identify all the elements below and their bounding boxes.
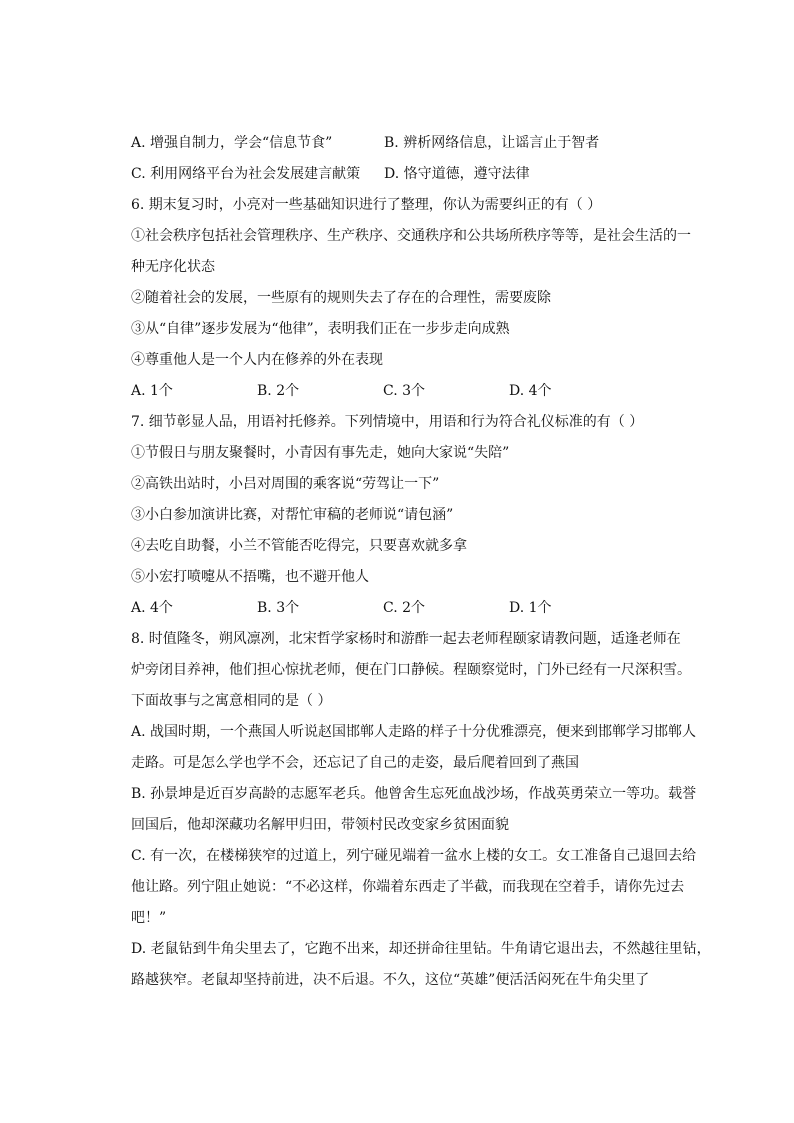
q5-option-d: D. 恪守道德，遵守法律 — [384, 166, 530, 182]
document-content — [131, 128, 711, 996]
q6-item-1-cont: 种无序化状态 — [131, 259, 215, 275]
q6-item-2: ②随着社会的发展，一些原有的规则失去了存在的合理性，需要废除 — [131, 290, 551, 306]
q6-item-4: ④尊重他人是一个人内在修养的外在表现 — [131, 352, 383, 368]
q7-item-3: ③小白参加演讲比赛，对帮忙审稿的老师说“请包涵” — [131, 507, 454, 523]
q6-stem: 6. 期末复习时，小亮对一些基础知识进行了整理，你认为需要纠正的有（ ） — [131, 197, 602, 213]
q6-item-1: ①社会秩序包括社会管理秩序、生产秩序、交通秩序和公共场所秩序等等，是社会生活的一 — [131, 228, 691, 244]
q8-option-c-line-3: 吧！” — [131, 910, 167, 926]
q7-option-b: B. 3个 — [257, 600, 300, 616]
q6-item-3: ③从“自律”逐步发展为“他律”，表明我们正在一步步走向成熟 — [131, 321, 510, 337]
q8-option-d-line-1: D. 老鼠钻到牛角尖里去了，它跑不出来，却还拼命往里钻。牛角请它退出去，不然越往里钻， — [131, 941, 711, 957]
q6-option-c: C. 3个 — [383, 383, 426, 399]
q6-option-b: B. 2个 — [257, 383, 300, 399]
q7-item-2: ②高铁出站时，小吕对周围的乘客说“劳驾让一下” — [131, 476, 440, 492]
q5-option-a: A. 增强自制力，学会“信息节食” — [131, 135, 333, 151]
q8-option-b-line-2: 回国后，他却深藏功名解甲归田，带领村民改变家乡贫困面貌 — [131, 817, 509, 833]
q5-option-c: C. 利用网络平台为社会发展建言献策 — [131, 166, 361, 182]
q5-option-b: B. 辨析网络信息，让谣言止于智者 — [384, 135, 600, 151]
q8-option-a-line-2: 走路。可是怎么学也学不会，还忘记了自己的走姿，最后爬着回到了燕国 — [131, 755, 579, 771]
q6-options-row — [131, 376, 671, 407]
q5-options-row-1 — [131, 128, 671, 159]
q6-option-a: A. 1个 — [131, 383, 173, 399]
q8-option-b-line-1: B. 孙景坤是近百岁高龄的志愿军老兵。他曾舍生忘死血战沙场，作战英勇荣立一等功。载誉 — [131, 786, 697, 802]
q7-stem: 7. 细节彰显人品，用语衬托修养。下列情境中，用语和行为符合礼仪标准的有（ ） — [131, 414, 644, 430]
q8-stem-line-2: 炉旁闭目养神，他们担心惊扰老师，便在门口静候。程颐察觉时，门外已经有一尺深积雪。 — [131, 662, 691, 678]
q7-item-4: ④去吃自助餐，小兰不管能否吃得完，只要喜欢就多拿 — [131, 538, 467, 554]
q7-option-c: C. 2个 — [383, 600, 426, 616]
q8-option-c-line-1: C. 有一次，在楼梯狭窄的过道上，列宁碰见端着一盆水上楼的女工。女工准备自己退回去给 — [131, 848, 697, 864]
q6-option-d: D. 4个 — [509, 383, 552, 399]
q7-option-a: A. 4个 — [131, 600, 173, 616]
q8-option-d-line-2: 路越狭窄。老鼠却坚持前进，决不后退。不久，这位“英雄”便活活闷死在牛角尖里了 — [131, 972, 650, 988]
q8-stem-line-3: 下面故事与之寓意相同的是（ ） — [131, 693, 332, 709]
q7-item-1: ①节假日与朋友聚餐时，小青因有事先走，她向大家说“失陪” — [131, 445, 510, 461]
q8-option-c-line-2: 他让路。列宁阻止她说：“不必这样，你端着东西走了半截，而我现在空着手，请你先过去 — [131, 879, 685, 895]
q8-stem-line-1: 8. 时值隆冬，朔风凛冽，北宋哲学家杨时和游酢一起去老师程颐家请教问题，适逢老师在 — [131, 631, 681, 647]
q8-option-a-line-1: A. 战国时期，一个燕国人听说赵国邯郸人走路的样子十分优雅漂亮，便来到邯郸学习邯郸人 — [131, 724, 697, 740]
q5-options-row-2 — [131, 159, 671, 190]
q7-options-row — [131, 593, 671, 624]
q7-item-5: ⑤小宏打喷嚏从不捂嘴，也不避开他人 — [131, 569, 369, 585]
q7-option-d: D. 1个 — [509, 600, 552, 616]
